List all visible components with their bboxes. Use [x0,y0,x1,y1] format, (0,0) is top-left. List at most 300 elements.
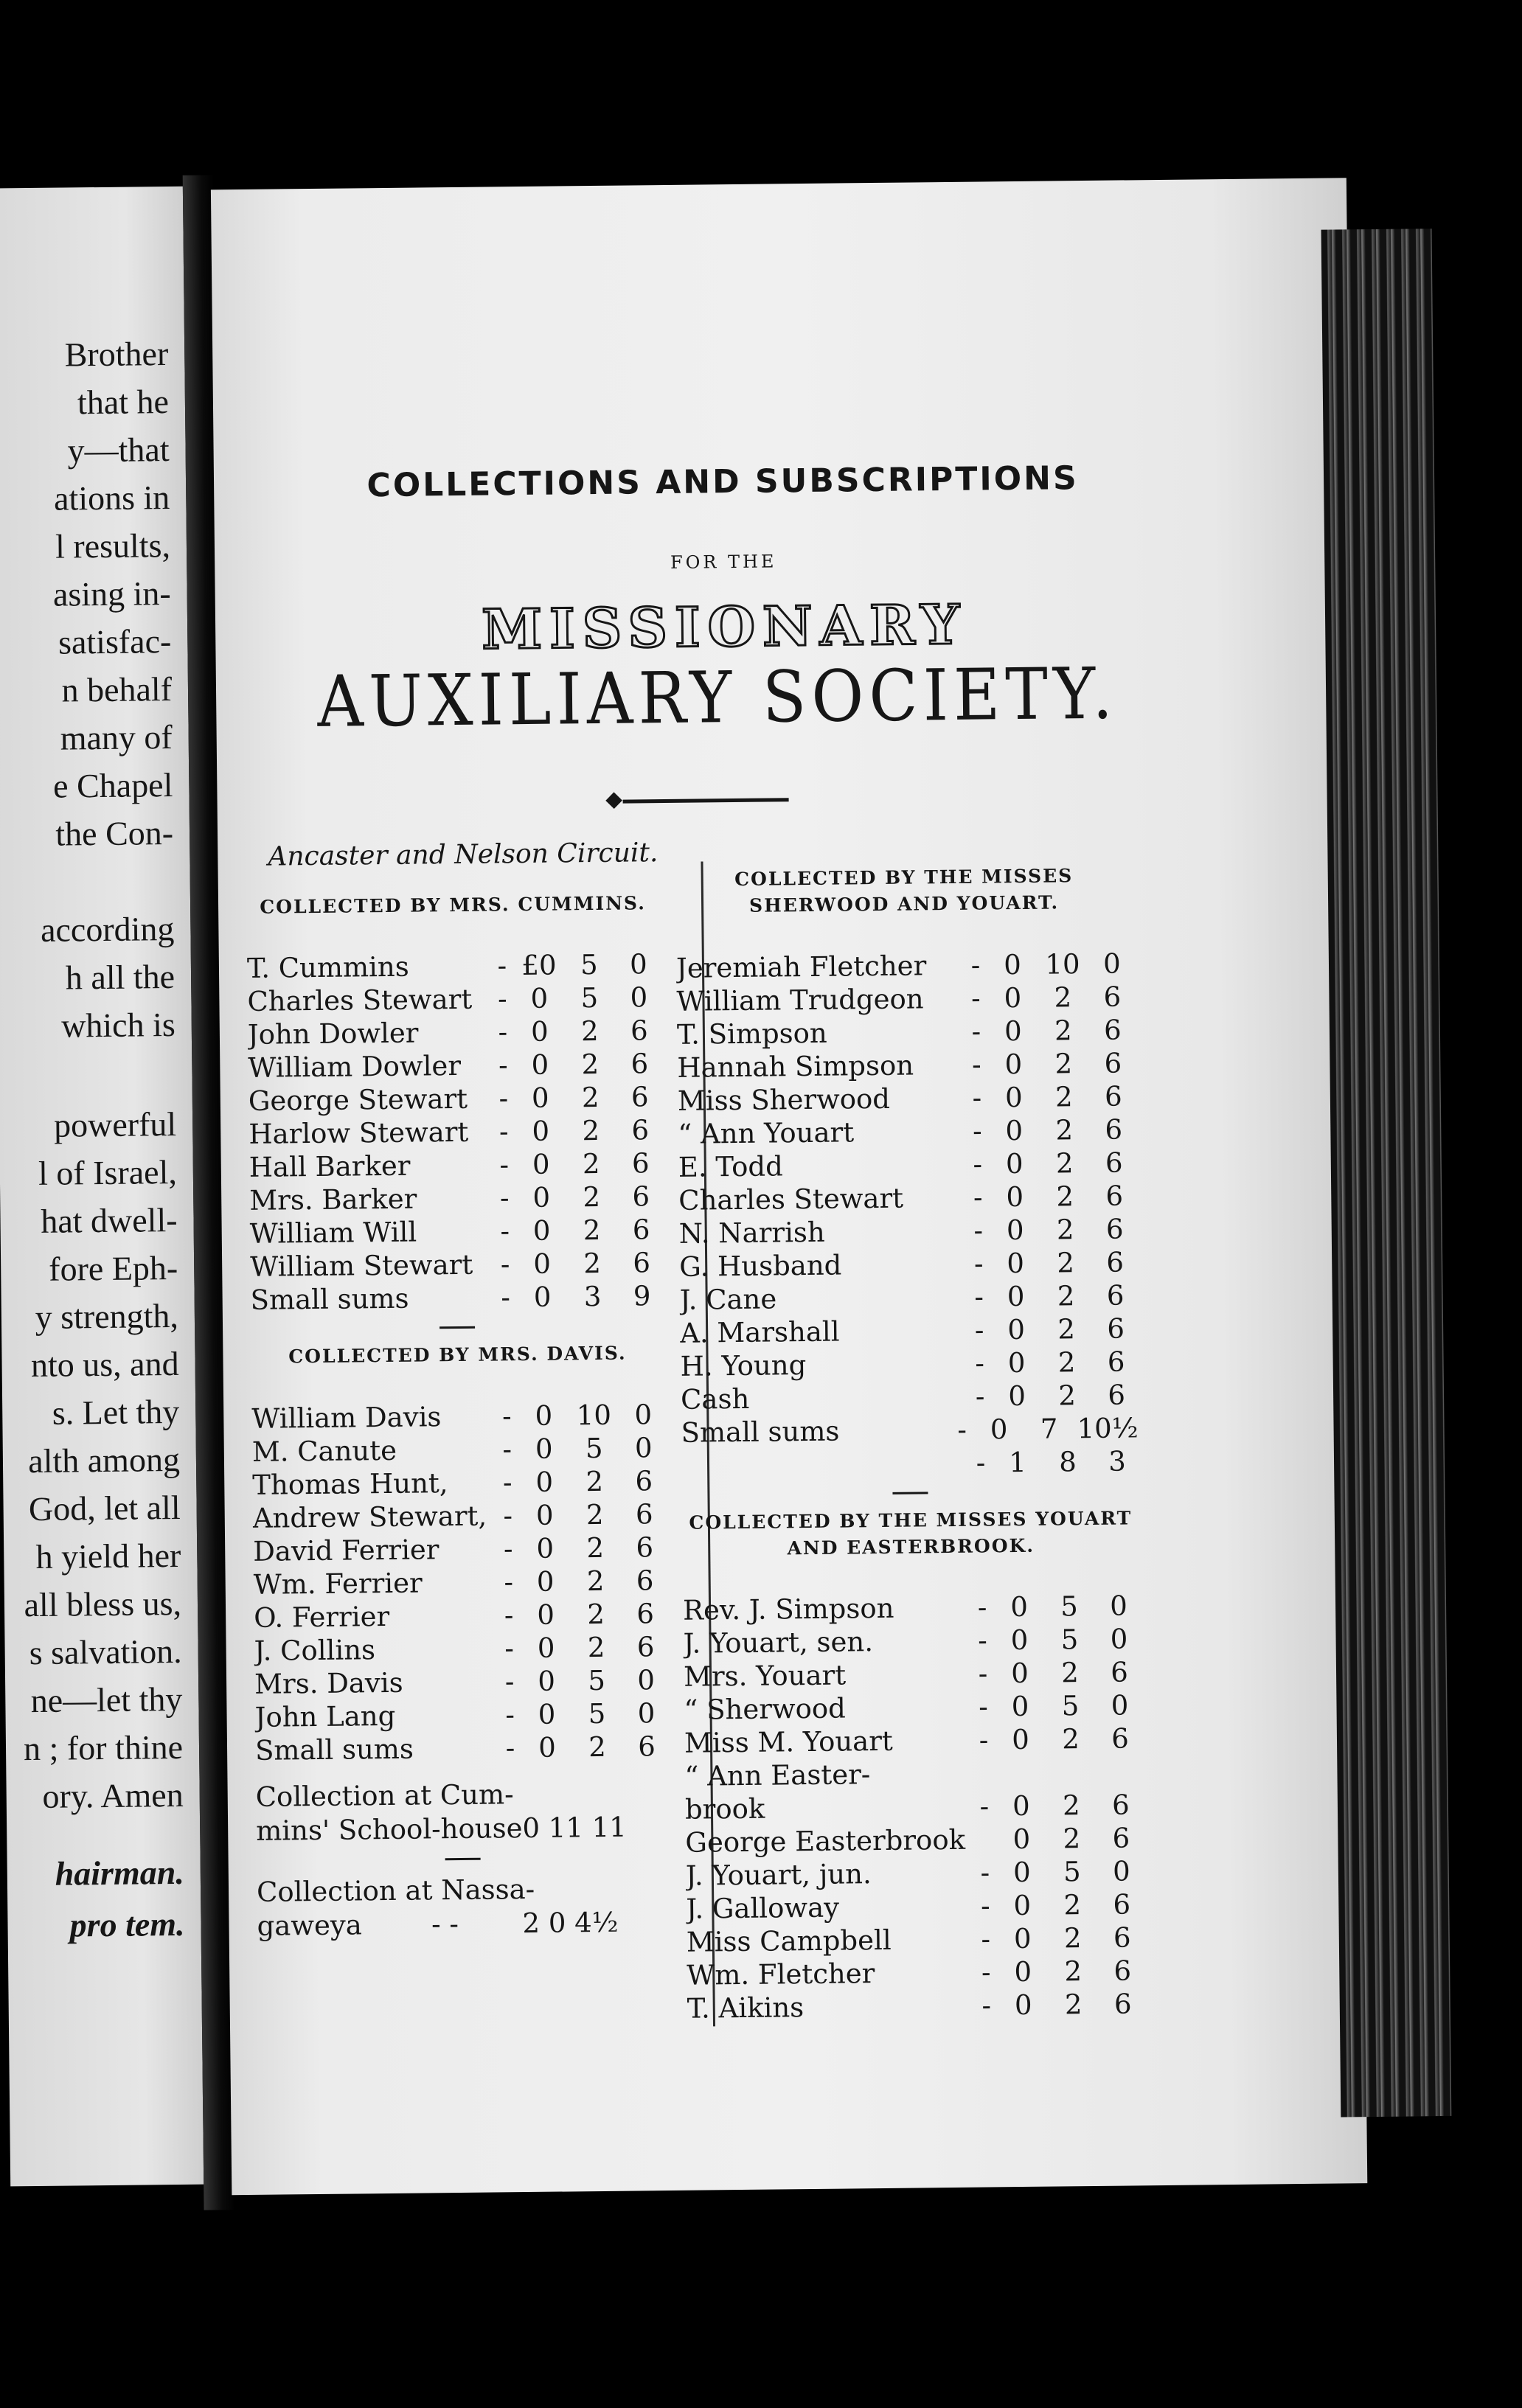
amount-pence: 6 [1092,1079,1135,1113]
amount-shillings: 5 [1041,1590,1097,1624]
subscription-row [248,1014,661,1051]
amount-pence: 6 [1099,1821,1142,1855]
subscription-list [247,947,664,1317]
subscriber-name: William Trudgeon [676,981,961,1017]
amount-pounds: 0 [993,1246,1038,1280]
previous-page-line: n behalf [61,669,172,710]
leader-dash: - [963,1180,993,1214]
amount-pounds: 0 [994,1312,1038,1346]
amount-shillings: 2 [568,1597,624,1631]
amount-pence: 6 [623,1531,666,1565]
amount-shillings: 2 [563,1180,619,1214]
leader-dash: - [487,982,517,1015]
subscription-row [253,1564,666,1601]
amount-shillings: 2 [1038,1245,1094,1279]
amount-pence: 6 [1093,1146,1136,1180]
leader-dash: - [962,1048,991,1081]
amount-pounds: 0 [993,1180,1037,1214]
leader-dash: - [488,1015,518,1048]
amount-pence: 6 [619,1146,662,1180]
previous-page-line: ne—let thy [30,1680,182,1720]
subscriber-name: Small sums [681,1413,947,1450]
subscriber-name: “ Ann Youart [678,1114,962,1150]
subscription-row [679,1212,1136,1250]
amount-pounds: 0 [519,1148,563,1182]
amount-shillings: 2 [1037,1179,1093,1213]
subscription-row [254,1697,667,1734]
amount-pounds: 0 [993,1213,1037,1247]
leader-dash: - [971,1955,1001,1988]
amount-shillings: 2 [1043,1722,1099,1756]
subscriber-name: George Stewart [249,1082,489,1118]
subscription-row [680,1345,1137,1382]
leader-dash: - [492,1399,521,1433]
amount-pence: 3 [1096,1444,1139,1478]
subscriber-name: Rev. J. Simpson [683,1591,967,1627]
amount-shillings: 2 [1044,1888,1100,1922]
leader-dash: - [493,1565,523,1598]
leader-dash: - [962,1081,992,1114]
previous-page-line: all bless us, [24,1584,181,1624]
amount-pounds: 0 [997,1624,1041,1657]
title-for-the: FOR THE [318,547,1129,577]
amount-shillings: 2 [1039,1378,1095,1412]
amount-shillings: 2 [1043,1822,1099,1856]
subscription-row [252,1431,665,1469]
subscription-row [253,1497,666,1535]
previous-page-line: which is [61,1005,176,1045]
subscription-row [677,1013,1134,1051]
amount-shillings: 2 [1042,1656,1098,1690]
section-dash [439,1326,475,1329]
subscription-row [251,1398,664,1436]
subscription-row [684,1688,1141,1726]
subscription-list [683,1589,1144,2025]
subscriber-name: Hall Barker [249,1149,490,1184]
amount-shillings: 2 [1035,1013,1091,1047]
subscription-row [255,1730,668,1767]
subscriber-name: Small sums [250,1281,490,1317]
amount-pence: 0 [1097,1589,1140,1623]
subscriber-name: Mrs. Youart [684,1657,968,1694]
subscription-row [681,1378,1138,1416]
amount-pence: 0 [622,1398,664,1432]
amount-shillings: 10 [566,1398,622,1432]
subscription-row [252,1464,665,1502]
amount-pounds: 0 [517,982,561,1016]
subscription-row [686,1887,1143,1925]
subscription-row [249,1180,662,1217]
amount-pence: 6 [1093,1179,1136,1213]
subscriber-name: Wm. Ferrier [253,1565,493,1601]
amount-shillings: 5 [569,1697,625,1730]
leader-dash: - [494,1632,524,1665]
amount-pence: 6 [1099,1788,1142,1822]
amount-pounds: 0 [1001,1955,1045,1989]
leader-dash: - [967,1590,997,1624]
leader-dash: - [493,1433,522,1466]
subscriber-name: N. Narrish [679,1214,964,1250]
subscription-row [687,1954,1144,1991]
subscription-row [686,1854,1143,1892]
leader-dash: - [970,1789,999,1823]
previous-page-line: satisfac- [58,622,172,662]
subscription-row [677,1046,1134,1084]
leader-dash: - [965,1313,994,1346]
amount-shillings: 5 [1041,1623,1097,1657]
amount-pounds: 0 [518,1082,563,1116]
amount-pence: 9 [620,1279,663,1313]
subscription-row [684,1755,1142,1792]
amount-shillings [1043,1781,1099,1782]
subscriber-name: H. Young [680,1346,965,1382]
amount-pence: 6 [1100,1887,1143,1921]
amount-pounds: 0 [993,1279,1038,1313]
subscriber-name: T. Aikins [687,1989,972,2025]
amount-pounds: 0 [991,1014,1035,1048]
ornament-bar [623,798,789,803]
previous-page-line: ations in [54,478,170,518]
amount-pence: 6 [1091,1013,1134,1047]
leader-dash: - [961,981,990,1015]
subscription-row [249,1113,661,1151]
amount-shillings: 2 [562,1048,618,1082]
circuit-name: Ancaster and Nelson Circuit. [268,838,659,872]
leader-dash: - [964,1280,993,1313]
previous-page-line: according [41,909,175,950]
subscriber-name: T. Cummins [247,950,487,985]
amount-pounds: 0 [994,1346,1038,1379]
leader-dash: - [965,1346,994,1379]
amount-pounds: £0 [517,949,561,983]
previous-page-line: Brother [64,334,168,374]
amount-pounds: 0 [519,1214,563,1248]
amount-pounds: 0 [524,1664,569,1698]
leader-dash: - [495,1698,524,1731]
amount-pounds: 0 [990,947,1035,981]
leader-dash: - [496,1731,525,1764]
amount-pounds: 0 [523,1565,567,1598]
collection-nassa-line1: Collection at Nassa- [257,1871,670,1910]
amount-shillings: 2 [1038,1345,1094,1379]
amount-shillings: 2 [1045,1921,1101,1955]
amount-pounds: 0 [998,1690,1042,1724]
title-missionary: MISSIONARY [319,591,1130,664]
leader-dash: - [493,1466,522,1499]
amount-shillings: 8 [1040,1444,1096,1478]
subscription-row [254,1630,667,1668]
leader-dash: - [972,1988,1001,2022]
subscription-row [687,1921,1144,1958]
subscriber-name: brook [685,1790,970,1826]
collection-cummins-line2: mins' School-house [256,1812,523,1848]
leader-dash: - [490,1281,520,1314]
previous-page-line: s salvation. [29,1632,182,1672]
amount-pence: 6 [1091,980,1133,1014]
subscriber-name: “ Ann Easter- [684,1757,969,1793]
amount-pounds: 0 [991,1047,1035,1081]
amount-pence: 6 [620,1246,663,1280]
leader-dash: - [488,1048,518,1082]
subscriber-name: George Easterbrook [685,1823,970,1859]
previous-page-line: alth among [28,1440,180,1480]
previous-page-line: l results, [55,526,170,566]
amount-shillings: 2 [563,1147,619,1181]
amount-pence: 6 [623,1497,666,1531]
subscriber-name: J. Collins [254,1632,494,1667]
amount-pounds: 0 [976,1412,1021,1446]
previous-page-line: l of Israel, [38,1152,177,1193]
leader-dash: - [962,1015,991,1048]
subscription-row [253,1531,666,1568]
subscription-row [249,1080,661,1118]
subscriber-name: Mrs. Barker [249,1182,490,1217]
subscriber-name: Hannah Simpson [677,1048,962,1084]
collection-nassa-line2: gaweya [257,1908,367,1944]
title-collections: COLLECTIONS AND SUBSCRIPTIONS [317,459,1128,505]
amount-pence: 6 [618,1047,661,1081]
right-sections [675,862,1144,2025]
amount-pence: 6 [625,1730,668,1764]
amount-pence: 6 [624,1597,667,1631]
previous-page-fragment [0,187,204,2187]
amount-pence: 0 [1097,1622,1140,1656]
amount-pence: 6 [1091,1046,1134,1080]
leader-dash: - [968,1690,998,1723]
amount-pence: 6 [619,1213,662,1247]
amount-pounds: 0 [524,1631,568,1665]
section-dash [892,1492,928,1494]
subscriber-name: E. Todd [678,1147,963,1183]
subscriber-name: Cash [681,1379,965,1416]
amount-pence: 6 [1094,1278,1136,1312]
leader-dash: - [963,1147,993,1180]
leader-dash: - [970,1856,1000,1889]
subscription-row [679,1278,1136,1316]
subscription-row [254,1663,667,1701]
amount-pounds: 0 [999,1789,1043,1823]
amount-shillings: 2 [563,1081,619,1115]
amount-pence: 0 [1091,947,1133,981]
subscriber-name: O. Ferrier [254,1598,494,1634]
amount-pounds: 0 [522,1432,566,1466]
subscriber-name: Charles Stewart [247,983,487,1018]
subscription-list [251,1398,668,1767]
subscriber-name: J. Youart, sen. [683,1624,967,1660]
leader-dash: - [493,1499,523,1532]
amount-pounds: 0 [518,1115,563,1149]
right-column [675,862,1144,2025]
amount-pounds: 0 [1000,1889,1044,1923]
leader-dash: - [490,1248,520,1281]
subscription-row [685,1788,1142,1826]
subscription-row [678,1079,1135,1117]
subscription-row [681,1411,1138,1449]
amount-shillings: 2 [563,1114,619,1148]
subscriber-name: J. Galloway [686,1890,970,1926]
previous-page-line: y—that [67,430,170,470]
subscription-row [676,980,1133,1017]
previous-page-line: God, let all [29,1488,181,1528]
amount-pence: 6 [1098,1655,1141,1689]
previous-page-line: s. Let thy [52,1392,179,1433]
amount-pounds: 0 [523,1498,567,1532]
amount-shillings: 2 [1037,1146,1093,1180]
subscriber-name: Thomas Hunt, [252,1466,493,1501]
leader-dash: - [964,1247,993,1280]
amount-shillings: 2 [567,1531,623,1565]
subscriber-name: Miss M. Youart [684,1724,969,1760]
page-edges [1321,229,1452,2117]
collection-nassa-dashes: - - [367,1907,522,1942]
subscriber-name: Miss Sherwood [678,1081,962,1117]
amount-pence: 6 [1102,1987,1144,2021]
subscription-row [678,1113,1135,1150]
leader-dash: - [489,1115,518,1148]
collection-cummins-amount: 0 11 11 [522,1810,627,1845]
previous-page-chairman: hairman. [55,1853,184,1893]
collection-cummins-line1: Collection at Cum- [255,1776,668,1814]
amount-pence: 6 [618,1014,661,1048]
leader-dash: - [495,1665,524,1698]
previous-page-line: fore Eph- [49,1248,178,1289]
amount-pence: 10½ [1077,1411,1138,1445]
amount-pence: 6 [1094,1345,1137,1379]
leader-dash: - [966,1446,995,1479]
previous-page-line: y strength, [35,1296,178,1337]
amount-pence: 6 [622,1464,665,1498]
amount-shillings: 2 [563,1214,619,1248]
amount-pounds: 0 [992,1080,1036,1114]
previous-page-pro-tem: pro tem. [69,1904,184,1945]
amount-shillings: 2 [567,1497,623,1531]
subscriber-name: Small sums [255,1731,496,1767]
left-column [246,838,670,1943]
leader-dash: - [489,1082,518,1115]
amount-pence: 0 [1100,1854,1143,1888]
subscription-row [683,1589,1140,1626]
amount-shillings: 2 [562,1015,618,1048]
amount-pence: 0 [617,981,660,1015]
amount-pounds: 0 [520,1281,564,1315]
subscriber-name: Andrew Stewart, [253,1499,493,1534]
leader-dash: - [970,1889,1000,1922]
section-dash [445,1857,481,1860]
leader-dash: - [961,948,990,981]
amount-pence: 6 [1101,1921,1144,1955]
amount-shillings: 2 [1035,980,1091,1014]
amount-pence: 6 [1094,1245,1136,1279]
amount-shillings: 5 [1042,1689,1098,1723]
leader-dash: - [969,1723,998,1756]
amount-pounds: 0 [518,1048,562,1082]
subscription-row [680,1312,1137,1349]
subscription-row [254,1597,667,1635]
amount-pounds: 0 [524,1598,568,1632]
subscription-row [683,1622,1140,1660]
collection-nassa-amount: 2 0 4½ [522,1905,618,1940]
amount-pounds: 0 [520,1248,564,1281]
collection-cummins [255,1776,669,1848]
subscriber-name: Harlow Stewart [249,1116,489,1151]
collection-nassagaweya [257,1871,670,1944]
amount-shillings: 2 [1036,1113,1092,1146]
amount-pounds: 0 [1000,1856,1044,1890]
amount-pounds [999,1782,1043,1783]
amount-pounds: 0 [1001,1988,1046,2022]
previous-page-line: h all the [66,957,176,998]
section-heading: COLLECTED BY THE MISSES SHERWOOD AND YOUART. [675,862,1133,920]
amount-shillings: 5 [569,1663,625,1697]
subscriber-name: William Davis [251,1399,492,1435]
title-auxiliary-society: AUXILIARY SOCIETY. [306,652,1130,743]
previous-page-line: nto us, and [31,1344,179,1385]
amount-pounds: 0 [998,1657,1042,1691]
leader-dash: - [962,1114,992,1147]
leader-dash: - [965,1379,995,1413]
previous-page-line: the Con- [55,813,173,854]
amount-pence: 6 [623,1564,666,1598]
subscriber-name: A. Marshall [680,1313,965,1349]
section-heading: COLLECTED BY THE MISSES YOUART AND EASTERBROOK. [682,1505,1140,1563]
subscriber-name: “ Sherwood [684,1691,968,1727]
amount-shillings: 7 [1021,1412,1077,1446]
subscriber-name: G. Husband [679,1247,964,1283]
amount-shillings: 2 [567,1564,623,1598]
subscription-row [676,947,1133,984]
subscription-row [684,1722,1142,1759]
amount-pounds: 0 [992,1113,1036,1147]
subscriber-name: M. Canute [252,1433,493,1468]
leader-dash: - [494,1598,524,1632]
subscriber-name: Wm. Fletcher [687,1956,971,1992]
amount-shillings: 2 [566,1464,622,1498]
amount-pounds: 0 [519,1181,563,1215]
subscription-row [250,1279,663,1317]
subscriber-name: Mrs. Davis [254,1665,495,1700]
subscription-row [247,947,660,985]
leader-dash: - [490,1148,519,1181]
leader-dash: - [490,1181,519,1214]
amount-pounds: 0 [518,1015,562,1049]
amount-pounds: 0 [993,1146,1037,1180]
subscriber-name: J. Cane [679,1280,964,1316]
amount-pence: 6 [1099,1722,1142,1755]
leader-dash: - [971,1922,1001,1955]
subscription-row [687,1987,1144,2025]
leader-dash: - [964,1214,993,1247]
amount-shillings: 2 [1038,1312,1094,1346]
subscriber-name: Charles Stewart [678,1180,963,1217]
amount-pence: 6 [1092,1113,1135,1146]
subscription-list [676,947,1139,1482]
amount-pounds: 0 [525,1730,569,1764]
amount-pounds: 0 [521,1399,566,1433]
amount-pence: 0 [625,1663,667,1697]
amount-shillings: 2 [1046,1988,1102,2022]
amount-pounds: 1 [995,1445,1040,1479]
amount-shillings: 5 [561,981,617,1015]
amount-pounds: 0 [997,1590,1041,1624]
subscription-row [678,1179,1136,1217]
subscription-row [678,1146,1136,1183]
previous-page-line: n ; for thine [24,1727,183,1768]
section-heading: COLLECTED BY MRS. CUMMINS. [246,890,659,921]
subscription-row [681,1444,1139,1482]
amount-pence: 6 [619,1080,661,1114]
amount-shillings: 5 [1044,1855,1100,1889]
previous-page-line: many of [60,717,173,758]
